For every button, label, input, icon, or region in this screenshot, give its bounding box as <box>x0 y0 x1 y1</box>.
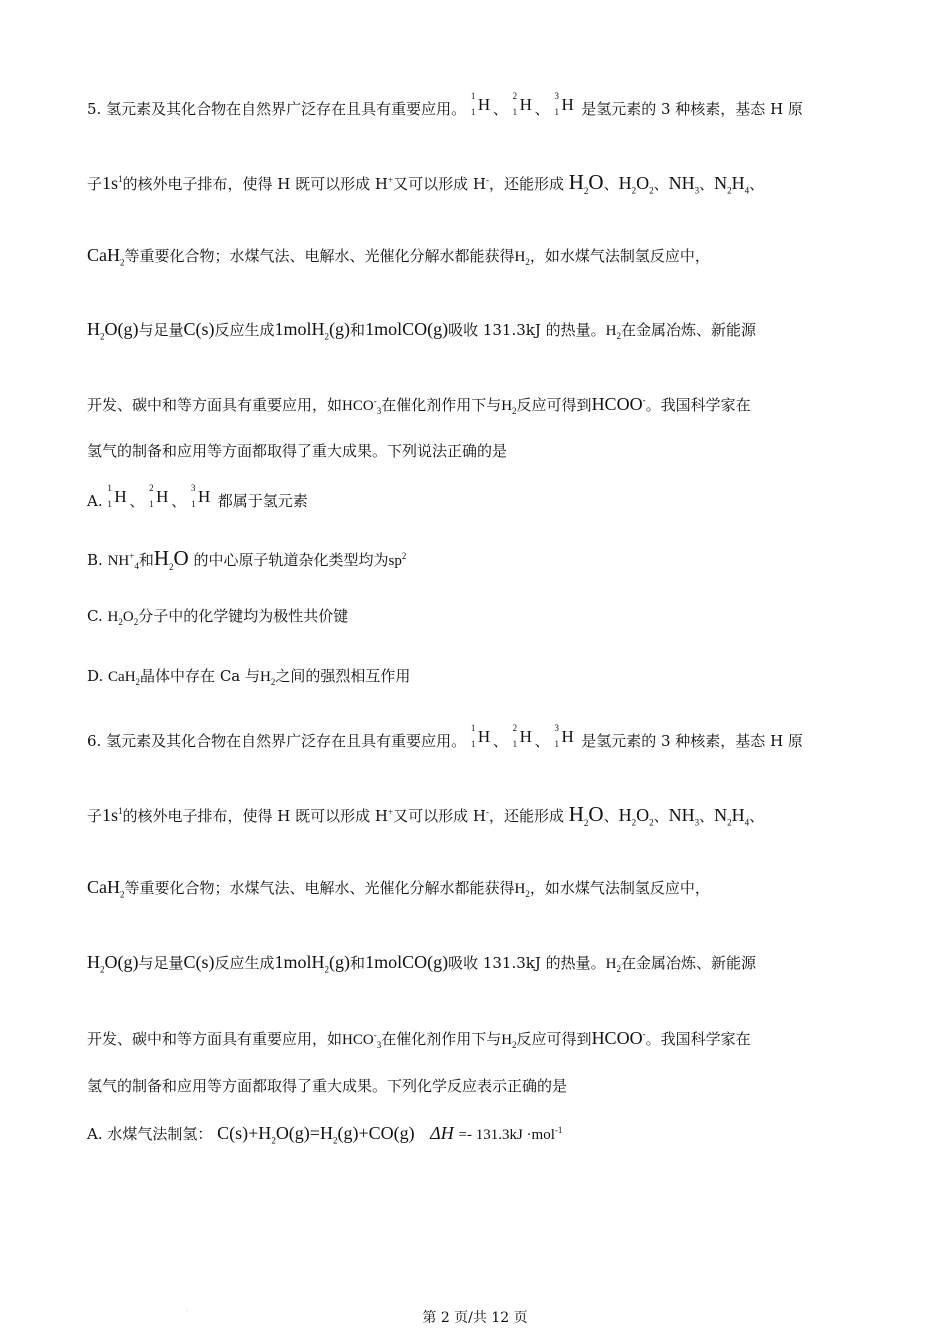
nuclide-1h: 1 1 H <box>470 91 491 117</box>
formula-cah2: CaH$_2$ <box>87 877 125 900</box>
formula-1mol-h2: 1molH$_2$(g) <box>274 952 351 975</box>
q5-option-d: D. CaH$_2$晶体中存在 Ca 与$H_2$之间的强烈相互作用 <box>87 667 411 687</box>
q6-line-2: 子$1s^1$的核外电子排布，使得 H 既可以形成 H+又可以形成 H-，还能形成 $H_2O$、$H_2O_2$、$NH_3$、$N_2H_4$、 <box>87 802 765 829</box>
formula-cah2: CaH$_2$ <box>108 669 141 687</box>
formula-h2: $H_2$ <box>605 956 621 974</box>
formula-h2o2: $H_2O_2$ <box>107 609 139 627</box>
q6-line-6: 氢气的制备和应用等方面都取得了重大成果。下列化学反应表示正确的是 <box>87 1077 568 1095</box>
q5-line-3: CaH$_2$等重要化合物；水煤气法、电解水、光催化分解水都能获得$H_2$，如水煤气法制氢反应中， <box>87 245 710 268</box>
q5-option-c: C. $H_2O_2$分子中的化学键均为极性共价键 <box>87 607 349 627</box>
q5-stem-start: 5. 氢元素及其化合物在自然界广泛存在且具有重要应用。 <box>87 100 467 118</box>
formula-h2o: $H_2O$ <box>568 170 604 197</box>
q6-line-5: 开发、碳中和等方面具有重要应用，如$HCO^-_3$在催化剂作用下与$H_2$反应可得到HCOO-。我国科学家在 <box>87 1028 751 1050</box>
formula-c-s: C(s) <box>183 952 215 972</box>
formula-nh3: $NH_3$ <box>668 805 700 828</box>
formula-n2h4: $N_2H_4$ <box>714 805 750 828</box>
reaction-equation: $C(s)+H_2O(g)=H_2(g)+CO(g)$ <box>217 1123 415 1146</box>
formula-h2: $H_2$ <box>514 881 530 899</box>
formula-h2o-g: $H_2O(g)$ <box>87 319 139 342</box>
formula-n2h4: $N_2H_4$ <box>714 173 750 196</box>
formula-hcoo: HCOO- <box>591 394 646 414</box>
nuclide-2h: 2 1 H <box>512 723 532 749</box>
page-footer: 第 2 页/共 12 页 <box>422 1310 528 1326</box>
q5-line-1: 5. 氢元素及其化合物在自然界广泛存在且具有重要应用。 1 1 H 、 2 1 H 、 3 1 H 是氢元素的 3 种核素，基态 H 原 <box>87 91 803 118</box>
page-mark: . <box>186 1306 188 1313</box>
nuclide-1h: 1 1 H <box>107 483 127 509</box>
formula-hco3: $HCO^-_3$ <box>342 396 382 416</box>
formula-sp2: $sp^2$ <box>388 551 407 569</box>
q5-line-5: 开发、碳中和等方面具有重要应用，如$HCO^-_3$在催化剂作用下与$H_2$反应可得到HCOO-。我国科学家在 <box>87 394 751 416</box>
formula-1mol-co: 1molCO(g) <box>365 952 449 972</box>
formula-h2: $H_2$ <box>260 669 276 687</box>
nuclide-3h: 3 1 H <box>554 723 574 749</box>
q5-line-2: 子$1s^1$的核外电子排布，使得 H 既可以形成 H+又可以形成 H-，还能形成 $H_2O$、$H_2O_2$、$NH_3$、$N_2H_4$、 <box>87 170 765 197</box>
formula-1mol-co: 1molCO(g) <box>365 319 449 339</box>
formula-h2o: $H_2O$ <box>153 546 189 573</box>
delta-h-symbol: ΔH <box>430 1123 454 1143</box>
formula-nh4: $NH^+_4$ <box>107 551 139 571</box>
q6-line-4: $H_2O(g)$与足量C(s)反应生成1molH$_2$(g)和1molCO(g)吸收 131.3kJ 的热量。$H_2$在金属冶炼、新能源 <box>87 952 757 975</box>
nuclide-3h: 3 1 H <box>554 91 574 117</box>
formula-h2o2: $H_2O_2$ <box>618 805 654 828</box>
nuclide-2h: 2 1 H <box>512 91 532 117</box>
formula-nh3: $NH_3$ <box>668 173 700 196</box>
formula-h2: $H_2$ <box>501 1032 517 1050</box>
q6-option-a: A. 水煤气法制氢： $C(s)+H_2O(g)=H_2(g)+CO(g) \Delta H =- 131.3kJ \cdot mol^{-1}$ <box>87 1123 563 1146</box>
formula-h2: $H_2$ <box>514 249 530 267</box>
formula-h2: $H_2$ <box>605 323 621 341</box>
q6-line-1: 6. 氢元素及其化合物在自然界广泛存在且具有重要应用。 1 1 H 、 2 1 H 、 3 1 H 是氢元素的 3 种核素，基态 H 原 <box>87 723 803 750</box>
q5-line-4: $H_2O(g)$与足量C(s)反应生成1molH$_2$(g)和1molCO(g)吸收 131.3kJ 的热量。$H_2$在金属冶炼、新能源 <box>87 319 757 342</box>
enthalpy-value: =- 131.3kJ ·mol$^{-1}$ <box>458 1125 563 1143</box>
nuclide-3h: 3 1 H <box>190 483 211 509</box>
formula-h2o-g: $H_2O(g)$ <box>87 952 139 975</box>
q5-stem-text: 是氢元素的 3 种核素，基态 H 原 <box>581 100 803 118</box>
formula-c-s: C(s) <box>183 319 215 339</box>
q6-stem-start: 6. 氢元素及其化合物在自然界广泛存在且具有重要应用。 <box>87 732 467 750</box>
formula-hco3: $HCO^-_3$ <box>342 1030 382 1050</box>
q5-option-b: B. $NH^+_4$和$H_2O$ 的中心原子轨道杂化类型均为$sp^2$ <box>87 546 407 573</box>
electron-config-1s1: $1s^1$ <box>102 805 123 825</box>
formula-1mol-h2: 1molH$_2$(g) <box>274 319 351 342</box>
formula-h2: $H_2$ <box>501 398 517 416</box>
formula-h2o: $H_2O$ <box>568 802 604 829</box>
nuclide-1h: 1 1 H <box>470 723 491 749</box>
q6-line-3: CaH$_2$等重要化合物；水煤气法、电解水、光催化分解水都能获得$H_2$，如水煤气法制氢反应中， <box>87 877 710 900</box>
formula-cah2: CaH$_2$ <box>87 245 125 268</box>
q5-line-6: 氢气的制备和应用等方面都取得了重大成果。下列说法正确的是 <box>87 442 508 460</box>
nuclide-2h: 2 1 H <box>149 483 169 509</box>
formula-h2o2: $H_2O_2$ <box>618 173 654 196</box>
q5-option-a: A. 1 1 H 、 2 1 H 、 3 1 H 都属于氢元素 <box>87 483 308 510</box>
electron-config-1s1: $1s^1$ <box>102 173 123 193</box>
formula-hcoo: HCOO- <box>591 1028 646 1048</box>
